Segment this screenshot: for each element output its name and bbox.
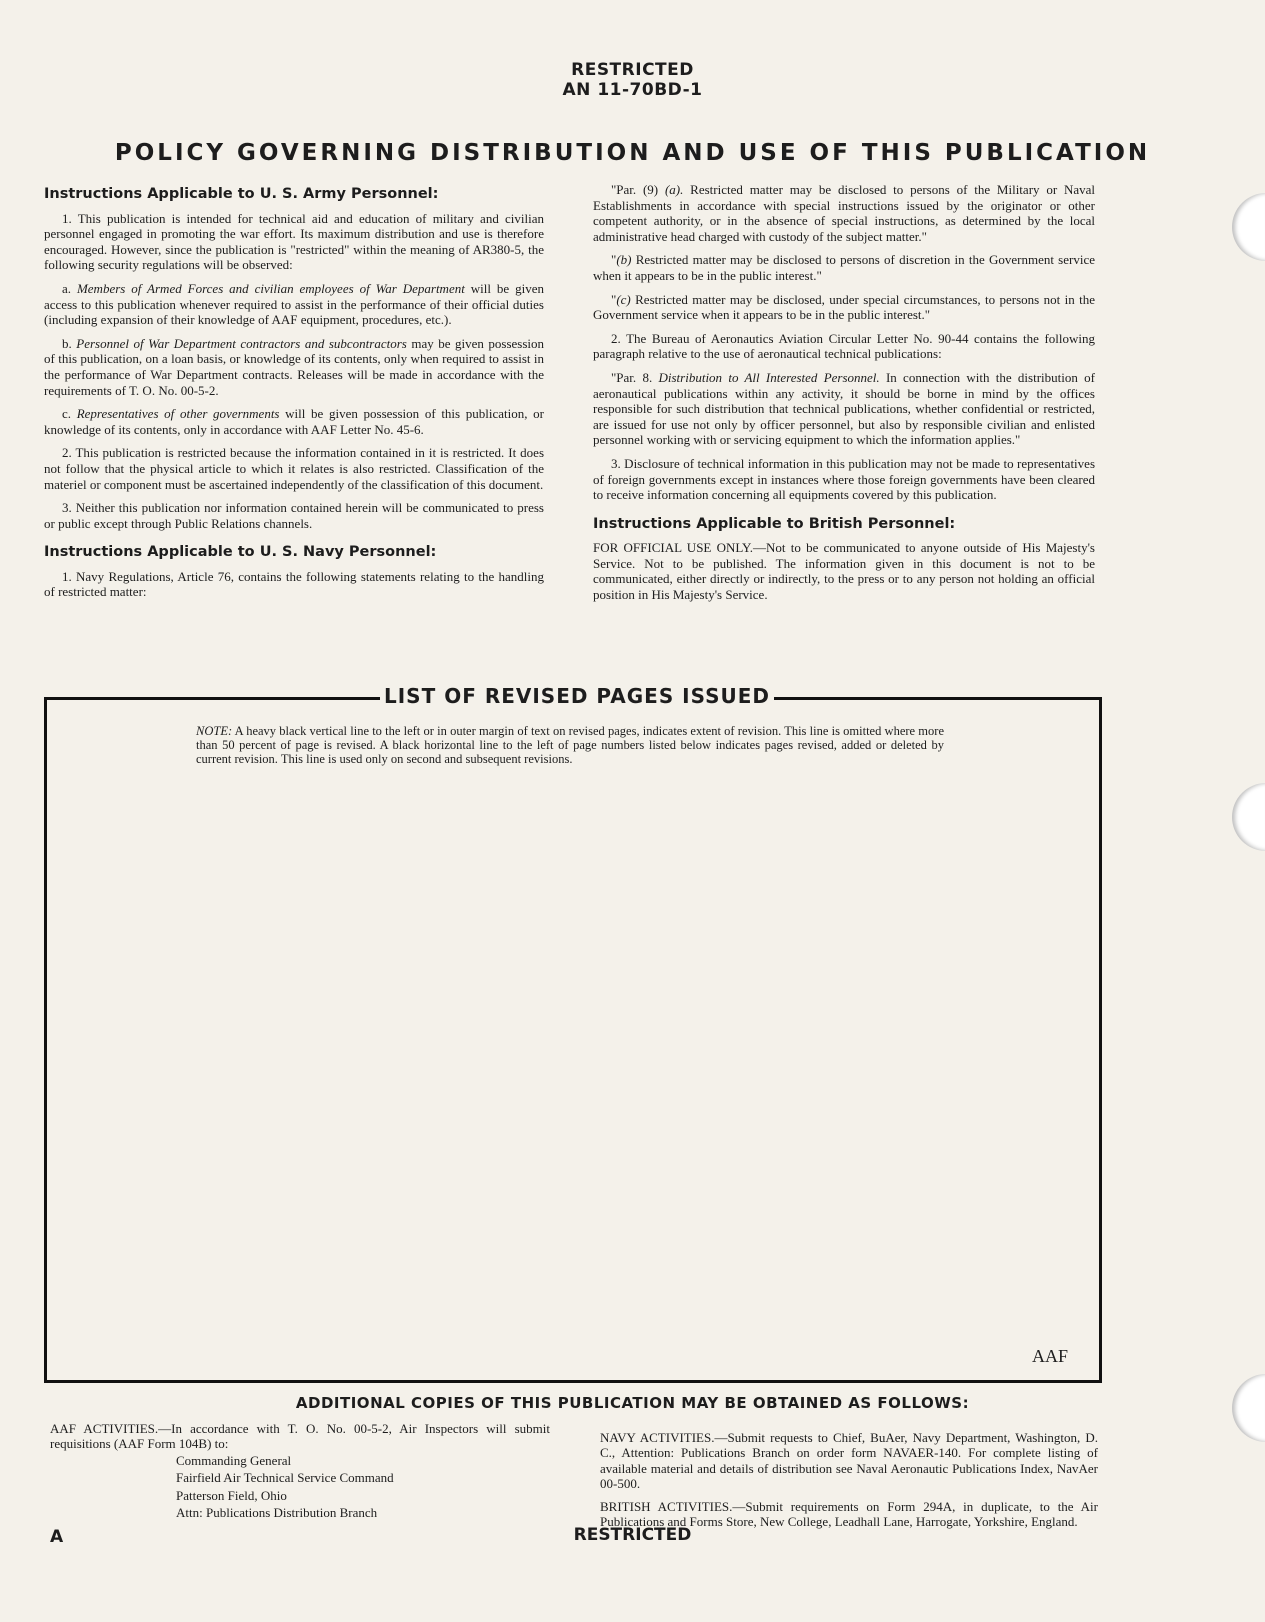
header-classification: RESTRICTED [571,60,694,80]
footer-classification: RESTRICTED [573,1525,692,1545]
aaf-activities-text: AAF ACTIVITIES.—In accordance with T. O. No. 00-5-2, Air Inspectors will submit requisitions (AAF Form 104B) to: [50,1421,550,1452]
navy-activities-text: NAVY ACTIVITIES.—Submit requests to Chief, BuAer, Navy Department, Washington, D. C., Attention: Publications Branch on order form NAVAER-140. For complete listing of available material and details of distribution see Naval Aeronautic Publications Index, NavAer 00-500. [600,1430,1098,1492]
address-line: Fairfield Air Technical Service Command [176,1470,394,1486]
army-paragraph-b: b. Personnel of War Department contractors and subcontractors may be given possession of this publication, on a loan basis, or knowledge of its contents, only when required to assist in the performance of War Department contracts. Releases will be made in accordance with the requirements of T. O. No. 00-5-2. [44,335,545,398]
binder-hole [1232,193,1265,261]
header-doc-number: AN 11-70BD-1 [562,80,703,100]
address-line: Patterson Field, Ohio [176,1487,287,1503]
page-letter: A [50,1527,64,1547]
british-activities-text: BRITISH ACTIVITIES.—Submit requirements on Form 294A, in duplicate, to the Air Publications and Forms Store, New College, Leadhall Lane, Harrogate, Yorkshire, England. [600,1498,1098,1530]
army-paragraph-a: a. Members of Armed Forces and civilian employees of War Department will be given access to this publication whenever required to assist in the performance of their official duties (including expansion of their knowledge of AAF equipment, procedures, etc.). [44,280,544,328]
aaf-activities [50,1421,550,1521]
british-paragraph: FOR OFFICIAL USE ONLY.—Not to be communicated to anyone outside of His Majesty's Service. Not to be published. The information given in this document is not to be communicated, either directly or indirectly, to the press or to any person not holding an official position in His Majesty's Service. [593,540,1095,603]
address-line: Attn: Publications Distribution Branch [176,1505,378,1521]
address-line: Commanding General [176,1452,292,1468]
navy-par9c: "(c) Restricted matter may be disclosed, under special circumstances, to persons not in the Government service when it appears to be in the public interest." [593,291,1095,323]
copies-title: ADDITIONAL COPIES OF THIS PUBLICATION MAY BE OBTAINED AS FOLLOWS: [295,1394,970,1412]
navy-british-activities [600,1430,1098,1529]
navy-paragraph-1: 1. Navy Regulations, Article 76, contains the following statements relating to the handling of restricted matter: [44,568,544,600]
aaf-address [176,1452,550,1522]
revision-note: NOTE: A heavy black vertical line to the left or in outer margin of text on revised pages, indicates extent of revision. This line is omitted where more than 50 percent of page is revised. A black horizontal line to the left of page numbers listed below indicates pages revised, added or deleted by current revision. This line is used only on second and subsequent revisions. [196,724,944,767]
navy-par8: "Par. 8. Distribution to All Interested Personnel. In connection with the distribution of aeronautical publications within any activity, it should be borne in mind by the offices responsible for such distribution that technical publications, whether confidential or restricted, are issued for use not only by officer personnel, but also by responsible civilian and enlisted personnel working with or servicing equipment to which the information applies." [593,369,1095,448]
navy-paragraph-2: 2. The Bureau of Aeronautics Aviation Circular Letter No. 90-44 contains the following paragraph relative to the use of aeronautical technical publications: [593,330,1095,362]
revised-pages-box [44,697,1102,1383]
binder-hole [1232,783,1265,851]
navy-par9a: "Par. (9) (a). Restricted matter may be disclosed to persons of the Military or Naval Establishments in accordance with special instructions issued by the originator or other competent authority, or in the absence of special instructions, as determined by the local administrative head charged with custody of the subject matter." [593,182,1096,244]
navy-paragraph-3: 3. Disclosure of technical information in this publication may not be made to representatives of foreign governments except in instances where those foreign governments have been cleared to receive information concerning all equipments covered by this publication. [593,455,1095,503]
navy-heading: Instructions Applicable to U. S. Navy Personnel: [44,544,437,561]
army-paragraph-1: 1. This publication is intended for technical aid and education of military and civilian personnel engaged in promoting the war effort. Its maximum distribution and use is therefore encouraged. However, since the publication is "restricted" within the meaning of AR380-5, the following security regulations will be observed: [44,210,544,273]
aaf-mark: AAF [1032,1346,1069,1366]
navy-par9b: "(b) Restricted matter may be disclosed to persons of discretion in the Government service when it appears to be in the public interest." [593,252,1095,283]
army-paragraph-3: 3. Neither this publication nor information contained herein will be communicated to press or public except through Public Relations channels. [44,500,544,531]
army-heading: Instructions Applicable to U. S. Army Personnel: [44,186,439,202]
right-column [593,182,1095,611]
revised-pages-title: LIST OF REVISED PAGES ISSUED [380,684,774,708]
army-paragraph-2: 2. This publication is restricted because the information contained in it is restricted. It does not follow that the physical article to which it relates is also restricted. Classification of the materiel or component must be ascertained independently of the classification of this document. [44,445,544,492]
army-paragraph-c: c. Representatives of other governments will be given possession of this publication, or knowledge of its contents, only in accordance with AAF Letter No. 45-6. [44,406,544,437]
british-heading: Instructions Applicable to British Personnel: [593,515,956,532]
left-column [44,187,544,608]
page-title: POLICY GOVERNING DISTRIBUTION AND USE OF THIS PUBLICATION [114,140,1151,166]
